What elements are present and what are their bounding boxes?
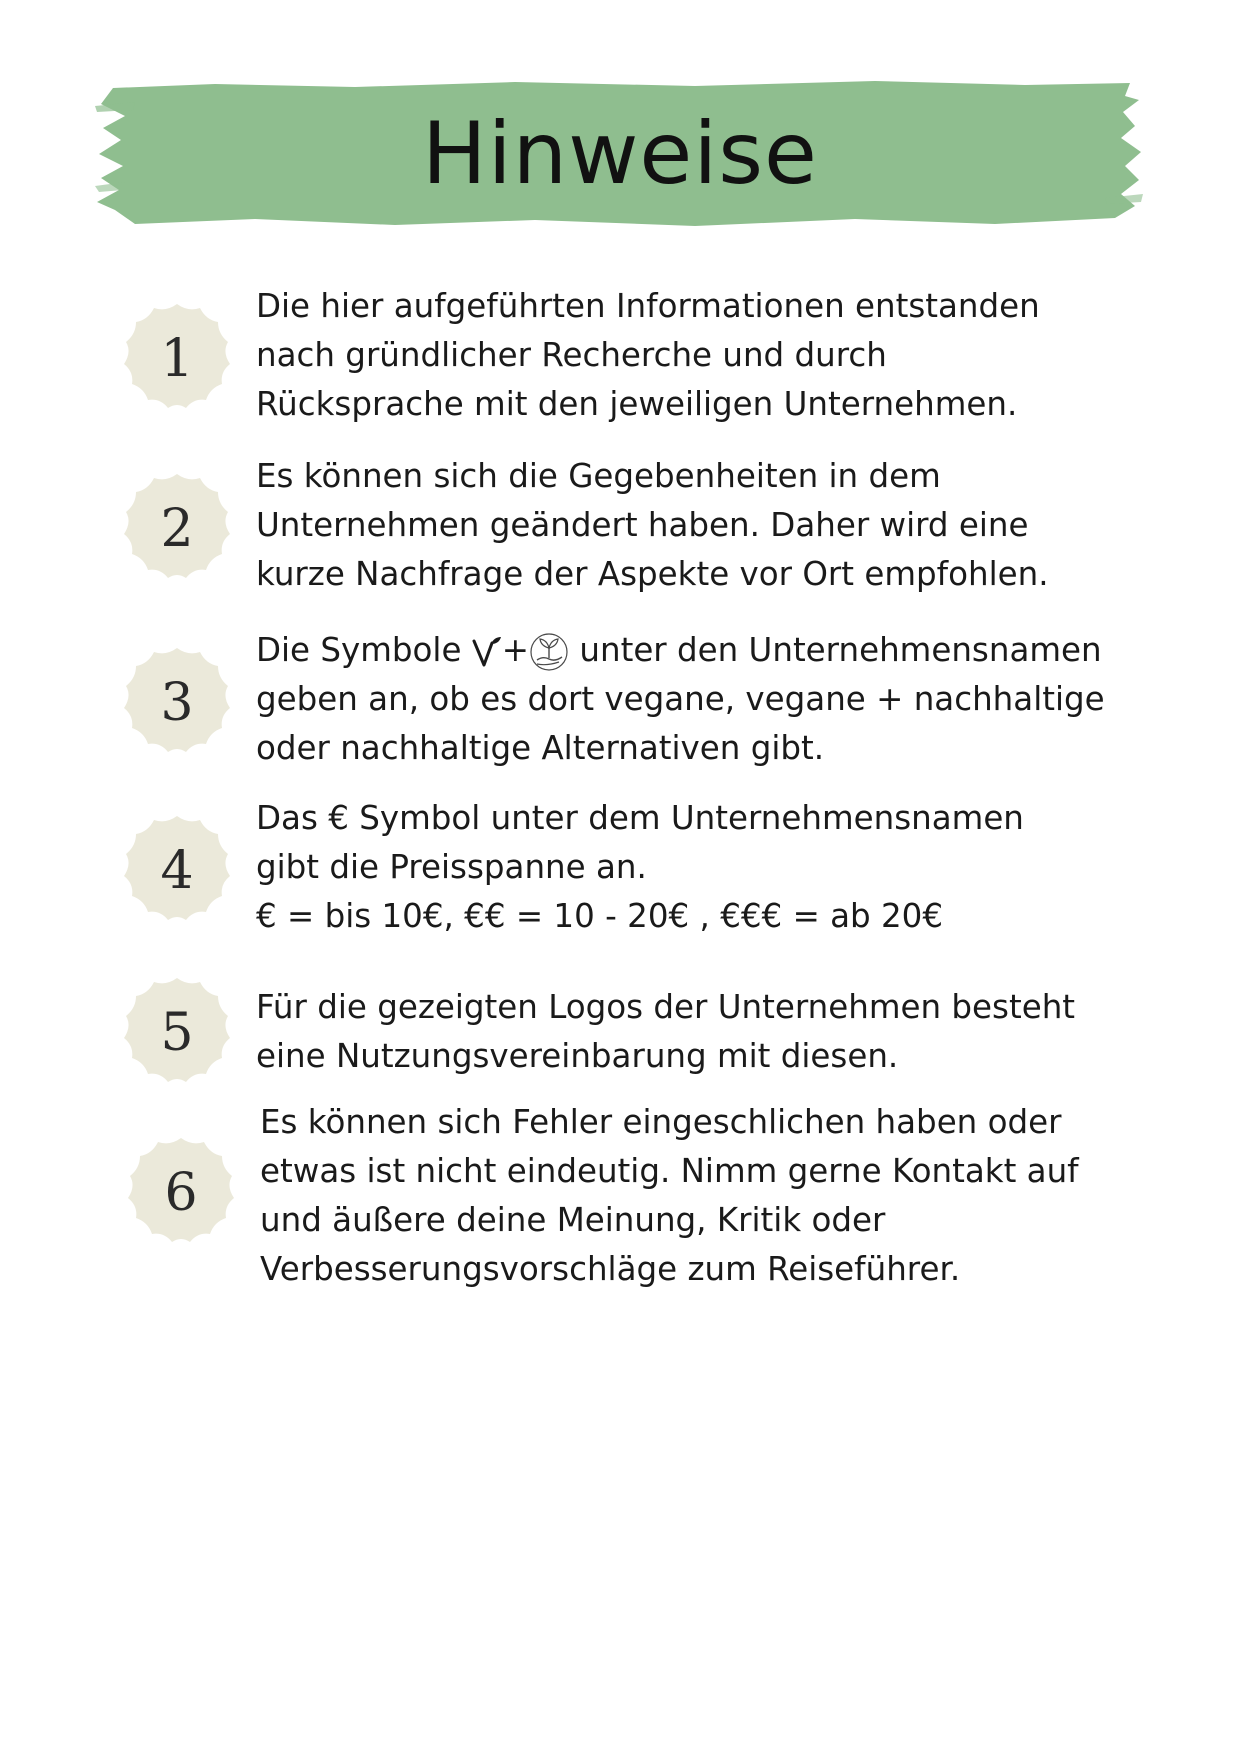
- plus-sign: +: [501, 631, 530, 669]
- note-line-part: Die Symbole: [256, 631, 462, 669]
- number-badge: [120, 976, 234, 1090]
- page-title: Hinweise: [422, 104, 818, 204]
- number-badge: [120, 302, 234, 416]
- badge-number: 1: [160, 329, 194, 389]
- note-line: Rücksprache mit den jeweiligen Unternehmen.: [256, 385, 1018, 423]
- note-line: kurze Nachfrage der Aspekte vor Ort empfohlen.: [256, 555, 1049, 593]
- badge-number: 4: [160, 841, 194, 901]
- note-line: gibt die Preisspanne an.: [256, 848, 647, 886]
- note-line: etwas ist nicht eindeutig. Nimm gerne Kontakt auf: [260, 1152, 1079, 1190]
- note-line: oder nachhaltige Alternativen gibt.: [256, 729, 825, 767]
- note-line: Es können sich Fehler eingeschlichen haben oder: [260, 1103, 1062, 1141]
- number-badge: [120, 472, 234, 586]
- note-line: [256, 626, 1136, 675]
- badge-number: 2: [160, 499, 194, 559]
- number-badge: [124, 1136, 238, 1250]
- note-line: Verbesserungsvorschläge zum Reiseführer.: [260, 1250, 961, 1288]
- vegan-icon: [472, 635, 502, 669]
- note-text: [256, 626, 1136, 773]
- price-legend: € = bis 10€, €€ = 10 - 20€ , €€€ = ab 20€: [256, 897, 944, 935]
- note-line: Die hier aufgeführten Informationen entstanden: [256, 287, 1040, 325]
- sustainable-hand-leaf-icon: [529, 632, 569, 672]
- note-text: [256, 794, 1136, 941]
- note-text: [260, 1098, 1140, 1294]
- title-banner: [95, 78, 1145, 230]
- note-text: [256, 983, 1136, 1081]
- note-line-part: unter den Unternehmensnamen: [579, 631, 1102, 669]
- note-line: und äußere deine Meinung, Kritik oder: [260, 1201, 886, 1239]
- badge-number: 3: [160, 673, 194, 733]
- note-line: nach gründlicher Recherche und durch: [256, 336, 887, 374]
- note-line: eine Nutzungsvereinbarung mit diesen.: [256, 1037, 899, 1075]
- badge-number: 6: [164, 1163, 198, 1223]
- note-text: [256, 282, 1136, 429]
- number-badge: [120, 646, 234, 760]
- note-line: Für die gezeigten Logos der Unternehmen besteht: [256, 988, 1076, 1026]
- number-badge: [120, 814, 234, 928]
- note-line: geben an, ob es dort vegane, vegane + nachhaltige: [256, 680, 1105, 718]
- note-line: Es können sich die Gegebenheiten in dem: [256, 457, 941, 495]
- note-text: [256, 452, 1136, 599]
- badge-number: 5: [160, 1003, 194, 1063]
- note-line: Unternehmen geändert haben. Daher wird eine: [256, 506, 1029, 544]
- note-line: Das € Symbol unter dem Unternehmensnamen: [256, 799, 1024, 837]
